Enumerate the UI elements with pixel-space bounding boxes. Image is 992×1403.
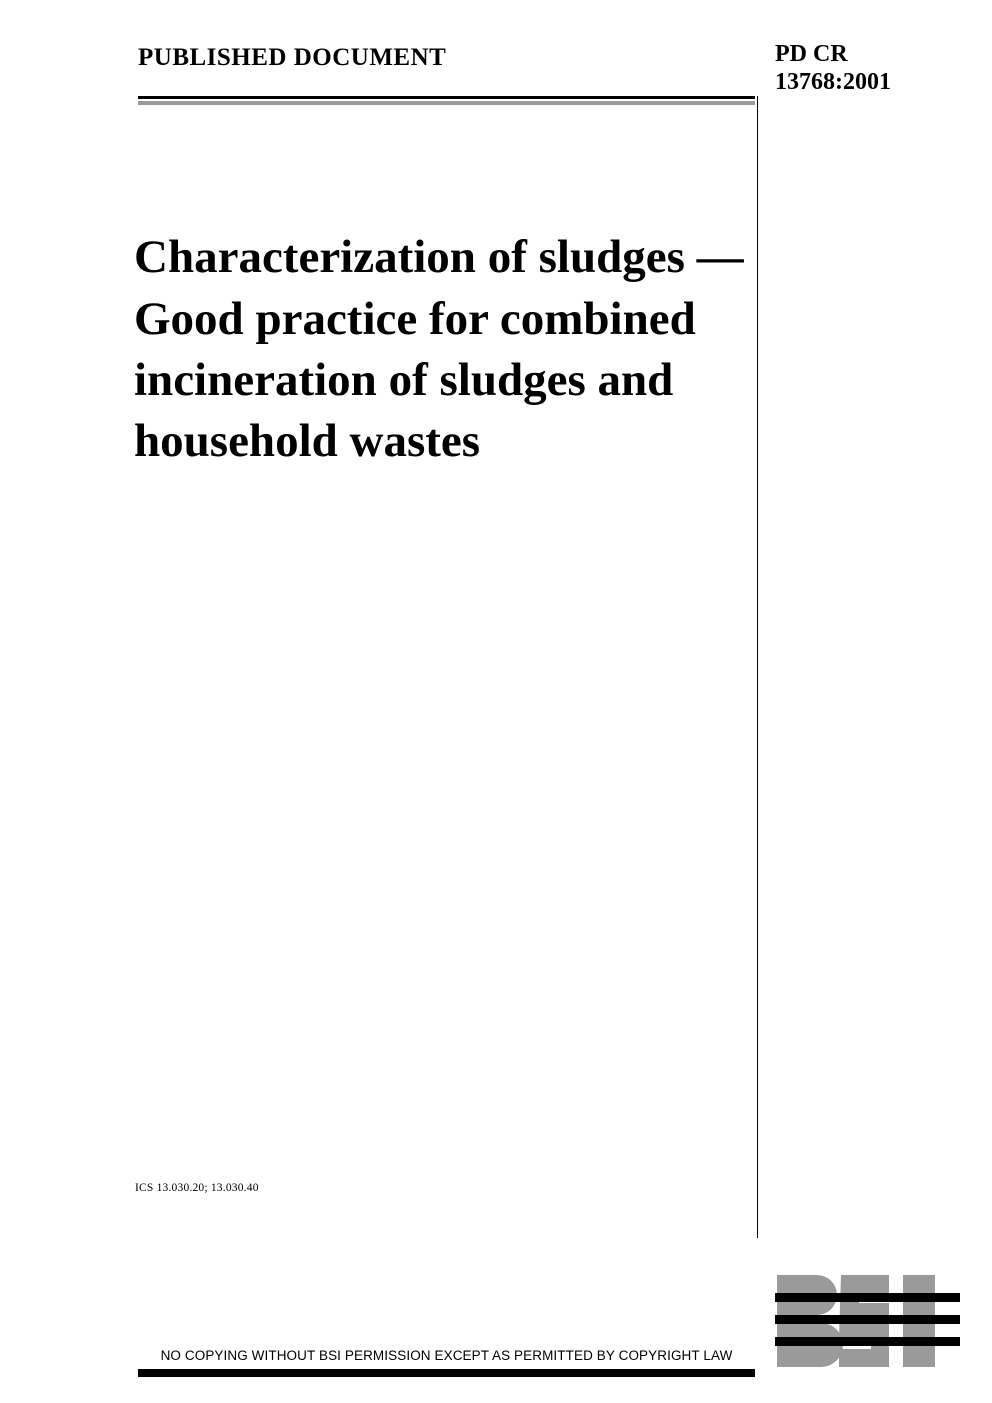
footer-divider <box>138 1369 755 1377</box>
page-title: Characterization of sludges — Good practice for combined incineration of sludges and household wastes <box>134 231 744 467</box>
document-reference <box>775 40 891 97</box>
copyright-notice: NO COPYING WITHOUT BSI PERMISSION EXCEPT AS PERMITTED BY COPYRIGHT LAW <box>160 1348 733 1363</box>
published-document-label: PUBLISHED DOCUMENT <box>138 44 447 71</box>
document-reference-line1: PD CR <box>775 41 848 67</box>
bsi-logo-icon <box>775 1271 960 1371</box>
header-divider <box>138 96 755 105</box>
document-reference-line2: 13768:2001 <box>775 69 891 96</box>
header-divider-black-bar <box>138 96 755 99</box>
ics-code: ICS 13.030.20; 13.030.40 <box>135 1182 259 1194</box>
right-column-divider <box>757 96 758 1238</box>
header-divider-grey-bar <box>138 101 755 105</box>
